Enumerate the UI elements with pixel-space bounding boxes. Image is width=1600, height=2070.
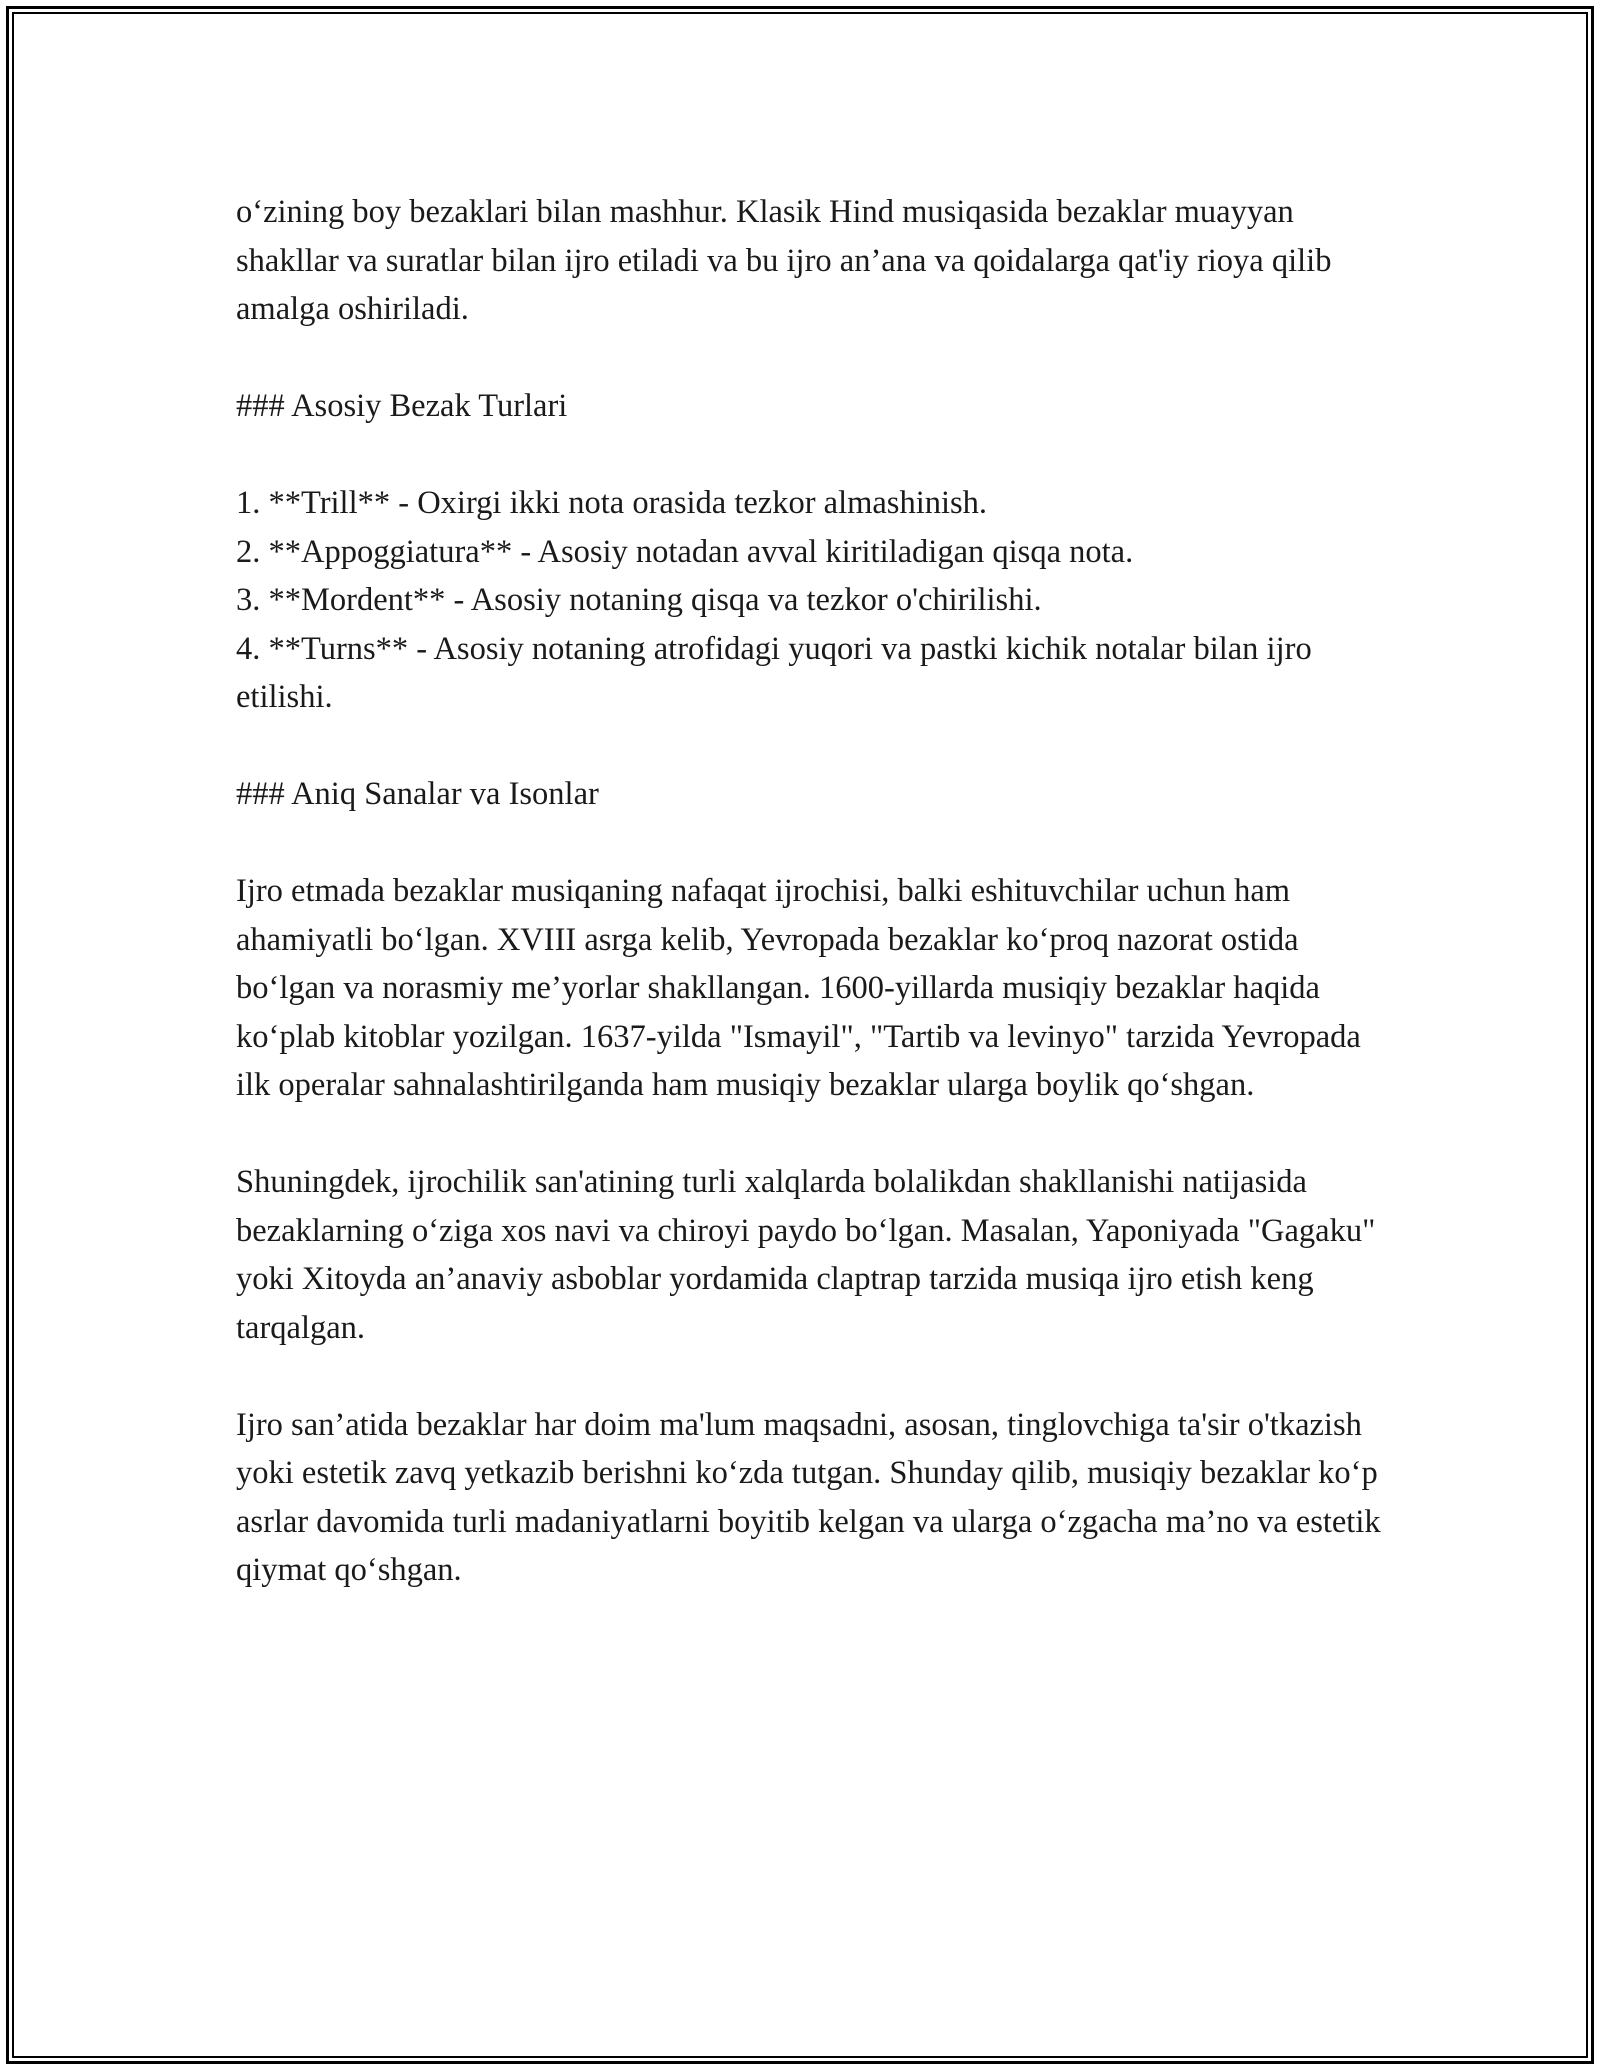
list-item: 2. **Appoggiatura** - Asosiy notadan avval kiritiladigan qisqa nota. <box>236 533 1134 570</box>
body-paragraph: Ijro etmada bezaklar musiqaning nafaqat ijrochisi, balki eshituvchilar uchun ham ahamiyatli bo‘lgan. XVIII asrga kelib, Yevropada bezaklar ko‘proq nazorat ostida bo‘lgan va norasmiy me’yorlar shakllangan. 1600-yillarda musiqiy bezaklar haqida ko‘plab kitoblar yozilgan. 1637-yilda "Ismayil", "Tartib va levinyo" tarzida Yevropada ilk operalar sahnalashtirilganda ham musiqiy bezaklar ularga boylik qo‘shgan. <box>236 873 1361 1103</box>
ornament-types-list <box>236 479 1386 722</box>
list-item: 4. **Turns** - Asosiy notaning atrofidagi yuqori va pastki kichik notalar bilan ijro etilishi. <box>236 630 1312 715</box>
list-item: 3. **Mordent** - Asosiy notaning qisqa va tezkor o'chirilishi. <box>236 582 1042 618</box>
list-item: 1. **Trill** - Oxirgi ikki nota orasida tezkor almashinish. <box>236 485 988 521</box>
section-heading-dates-events: ### Aniq Sanalar va Isonlar <box>236 776 599 812</box>
document-body <box>236 188 1386 1643</box>
body-paragraph: Ijro san’atida bezaklar har doim ma'lum maqsadni, asosan, tinglovchiga ta'sir o'tkazish yoki estetik zavq yetkazib berishni ko‘zda tutgan. Shunday qilib, musiqiy bezaklar ko‘p asrlar davomida turli madaniyatlarni boyitib kelgan va ularga o‘zgacha ma’no va estetik qiymat qo‘shgan. <box>236 1406 1381 1588</box>
section-heading-ornament-types: ### Asosiy Bezak Turlari <box>236 388 568 424</box>
body-paragraph: Shuningdek, ijrochilik san'atining turli xalqlarda bolalikdan shakllanishi natijasida bezaklarning o‘ziga xos navi va chiroyi paydo bo‘lgan. Masalan, Yaponiyada "Gagaku" yoki Xitoyda an’anaviy asboblar yordamida claptrap tarzida musiqa ijro etish keng tarqalgan. <box>236 1164 1376 1346</box>
intro-paragraph: o‘zining boy bezaklari bilan mashhur. Klasik Hind musiqasida bezaklar muayyan shakllar va suratlar bilan ijro etiladi va bu ijro an’ana va qoidalarga qat'iy rioya qilib amalga oshiriladi. <box>236 194 1332 327</box>
